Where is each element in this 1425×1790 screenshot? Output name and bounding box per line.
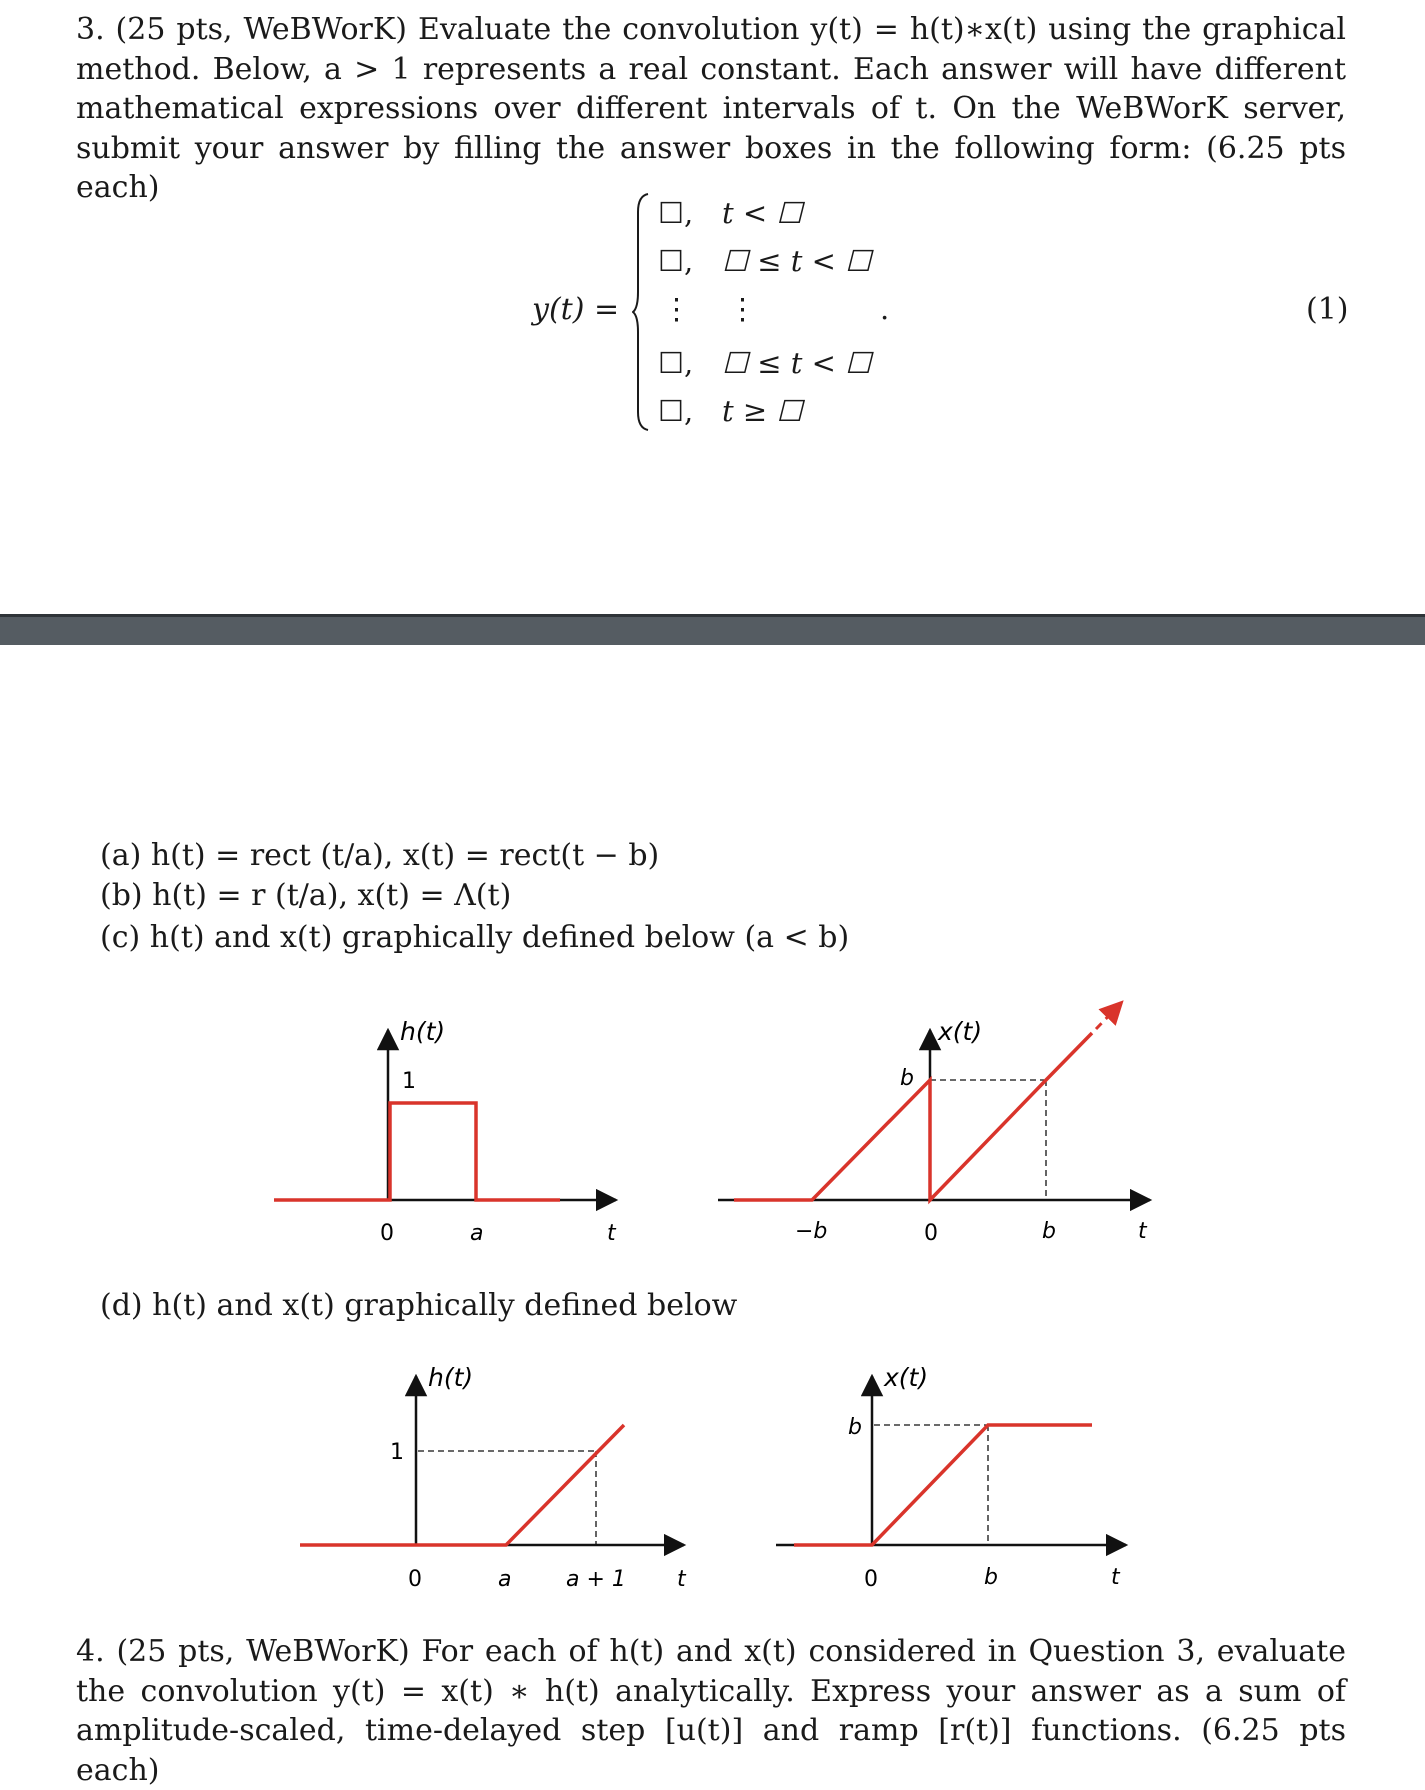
d-h-tick-t: t: [677, 1567, 686, 1592]
d-h-ramp: [300, 1425, 624, 1545]
case-condition-1[interactable]: t < ☐: [722, 196, 803, 230]
figure-d-h: [300, 1363, 687, 1592]
equation-number: (1): [1306, 292, 1349, 327]
c-x-tick-t: t: [1138, 1219, 1147, 1244]
c-h-pulse: [274, 1103, 560, 1200]
vertical-ellipsis: ⋮: [662, 292, 691, 326]
part-c-text: (c) h(t) and x(t) graphically defined below (a < b): [100, 920, 850, 955]
d-x-tick-0: 0: [864, 1567, 878, 1592]
question-3-text: 3. (25 pts, WeBWorK) Evaluate the convolution y(t) = h(t)∗x(t) using the graphical method. Below, a > 1 represents a real constant. Each answer will have different mathematical expressions over different intervals of t. On the WeBWorK server, submit your answer by filling the answer boxes in the following form: (6.25 pts each): [76, 12, 1346, 205]
c-h-tick-0: 0: [380, 1221, 394, 1246]
c-x-sawtooth: [734, 1033, 1092, 1200]
c-x-tick-b: b: [1042, 1219, 1056, 1244]
case-value-box[interactable]: ☐,: [658, 244, 694, 278]
part-b-text: (b) h(t) = r (t/a), x(t) = Λ(t): [100, 878, 512, 913]
d-h-tick-0: 0: [408, 1567, 422, 1592]
question-4-text: 4. (25 pts, WeBWorK) For each of h(t) and x(t) considered in Question 3, evaluate the convolution y(t) = x(t) ∗ h(t) analytically. Express your answer as a sum of amplitude-scaled, time-delayed step [u(t)] and ramp [r(t)] functions. (6.25 pts each): [76, 1634, 1346, 1788]
figure-c-x: [718, 1002, 1150, 1246]
case-condition-4[interactable]: ☐ ≤ t < ☐: [722, 346, 872, 380]
part-a-text: (a) h(t) = rect (t/a), x(t) = rect(t − b): [100, 838, 660, 873]
equation-period: .: [880, 292, 890, 326]
d-x-amp-label: b: [848, 1415, 862, 1440]
c-x-tick-0: 0: [924, 1221, 938, 1246]
equation-lhs: y(t) =: [532, 292, 620, 327]
case-value-box[interactable]: ☐,: [658, 196, 694, 230]
case-value-box[interactable]: ☐,: [658, 394, 694, 428]
d-h-tick-a1: a + 1: [566, 1567, 626, 1592]
c-h-tick-t: t: [607, 1221, 616, 1246]
case-value-box[interactable]: ☐,: [658, 346, 694, 380]
d-h-amp-label: 1: [390, 1440, 404, 1465]
c-h-amp-label: 1: [402, 1069, 416, 1094]
d-h-tick-a: a: [498, 1567, 512, 1592]
case-condition-5[interactable]: t ≥ ☐: [722, 394, 803, 428]
case-condition-2[interactable]: ☐ ≤ t < ☐: [722, 244, 872, 278]
part-d-text: (d) h(t) and x(t) graphically defined below: [100, 1288, 738, 1323]
d-x-tick-b: b: [984, 1565, 998, 1590]
c-h-ylabel: h(t): [400, 1017, 446, 1046]
d-x-saturating-ramp: [794, 1425, 1092, 1545]
figure-d-x: [776, 1363, 1126, 1592]
figure-c-h: [274, 1017, 617, 1246]
d-x-tick-t: t: [1111, 1565, 1120, 1590]
c-x-continuation: [1096, 1002, 1122, 1029]
c-x-ylabel: x(t): [938, 1017, 983, 1046]
case-condition-ellipsis: ⋮: [728, 292, 757, 326]
c-h-tick-a: a: [470, 1221, 484, 1246]
c-x-tick-neg-b: −b: [795, 1219, 828, 1244]
d-h-ylabel: h(t): [428, 1363, 474, 1392]
c-x-amp-label: b: [900, 1066, 914, 1091]
d-x-ylabel: x(t): [884, 1363, 929, 1392]
